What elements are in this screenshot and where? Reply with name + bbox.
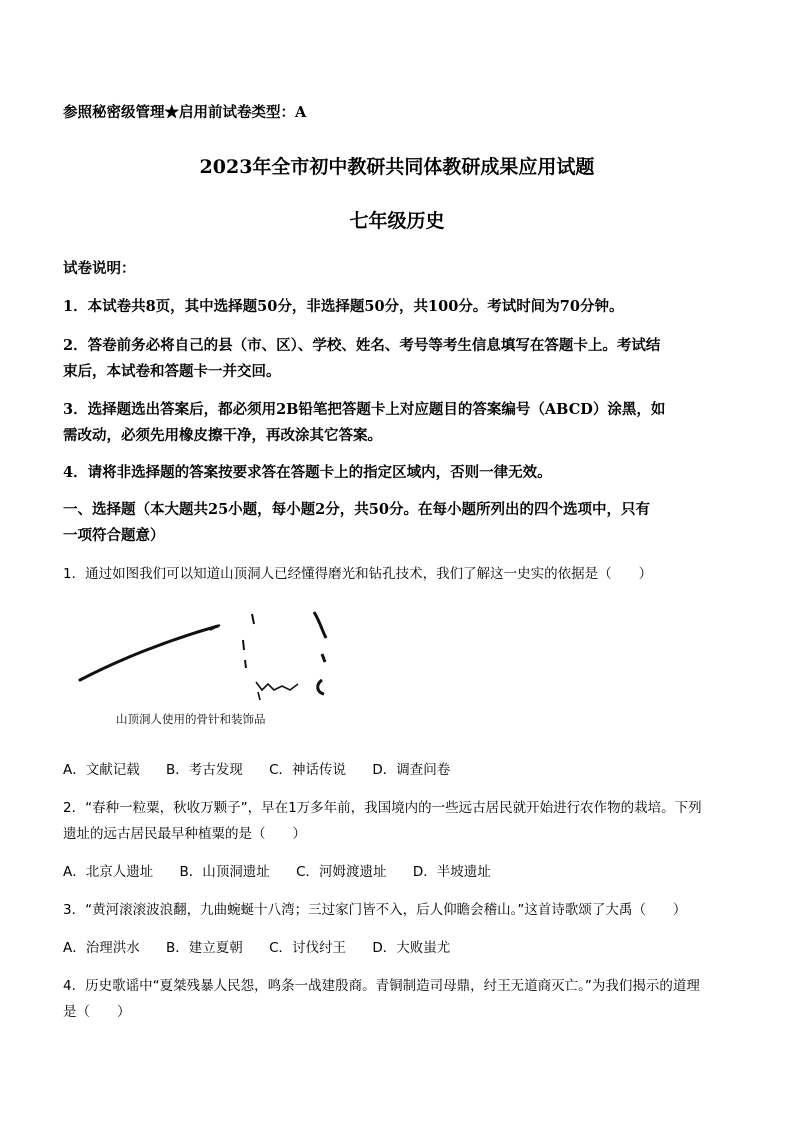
instruction-item-3-line-1: 3．选择题选出答案后，都必须用2B铅笔把答题卡上对应题目的答案编号（ABCD）涂黑，如	[63, 401, 666, 418]
q2-option-b: B．山顶洞遗址	[179, 864, 270, 880]
question-3-options	[63, 936, 734, 956]
question-2-stem-line-2: 遗址的远古居民最早种植粟的是（ ）	[63, 826, 306, 842]
question-3-stem: 3．“黄河滚滚波浪翻，九曲蜿蜒十八湾；三过家门皆不入，后人仰瞻会稽山。”这首诗歌颂了大禹（ ）	[63, 902, 687, 918]
q1-option-b: B．考古发现	[166, 762, 243, 778]
question-4-stem-line-2: 是（ ）	[63, 1004, 131, 1020]
instructions-heading: 试卷说明：	[63, 260, 136, 277]
secret-level-line: 参照秘密级管理★启用前试卷类型：A	[63, 104, 307, 121]
section-heading-line-1: 一、选择题（本大题共25小题，每小题2分，共50分。在每小题所列出的四个选项中，只有	[63, 501, 650, 518]
instruction-item-3-line-2: 需改动，必须先用橡皮擦干净，再改涂其它答案。	[63, 427, 382, 444]
q3-option-d: D．大败蚩尤	[372, 940, 451, 956]
instruction-item-4: 4．请将非选择题的答案按要求答在答题卡上的指定区域内，否则一律无效。	[63, 464, 552, 481]
q1-option-c: C．神话传说	[269, 762, 347, 778]
instruction-item-2-line-1: 2．答卷前务必将自己的县（市、区）、学校、姓名、考号等考生信息填写在答题卡上。考试结	[63, 337, 661, 354]
q3-option-c: C．讨伐纣王	[269, 940, 347, 956]
question-2-stem-line-1: 2．“春种一粒粟，秋收万颗子”，早在1万多年前，我国境内的一些远古居民就开始进行农作物的栽培。下列	[63, 800, 702, 816]
question-1-options	[63, 758, 734, 778]
section-heading-line-2: 一项符合题意）	[63, 527, 165, 544]
q1-option-a: A．文献记载	[63, 762, 140, 778]
q3-option-a: A．治理洪水	[63, 940, 140, 956]
exam-title: 2023年全市初中教研共同体教研成果应用试题	[199, 156, 595, 178]
q2-option-a: A．北京人遗址	[63, 864, 154, 880]
figure-caption: 山顶洞人使用的骨针和装饰品	[116, 712, 266, 726]
q1-option-d: D．调查问卷	[372, 762, 451, 778]
question-1-stem: 1．通过如图我们可以知道山顶洞人已经懂得磨光和钻孔技术，我们了解这一史实的依据是（ ）	[63, 566, 653, 582]
q2-option-c: C．河姆渡遗址	[296, 864, 387, 880]
q2-option-d: D．半坡遗址	[412, 864, 491, 880]
question-4-stem-line-1: 4．历史歌谣中“夏桀残暴人民怨，鸣条一战建殷商。青铜制造司母鼎，纣王无道商灭亡。”为我们揭示的道理	[63, 978, 700, 994]
exam-subtitle: 七年级历史	[349, 210, 445, 232]
instruction-item-2-line-2: 束后，本试卷和答题卡一并交回。	[63, 363, 281, 380]
q3-option-b: B．建立夏朝	[166, 940, 243, 956]
question-2-options	[63, 860, 734, 880]
instruction-item-1: 1．本试卷共8页，其中选择题50分，非选择题50分，共100分。考试时间为70分钟。	[63, 298, 624, 315]
